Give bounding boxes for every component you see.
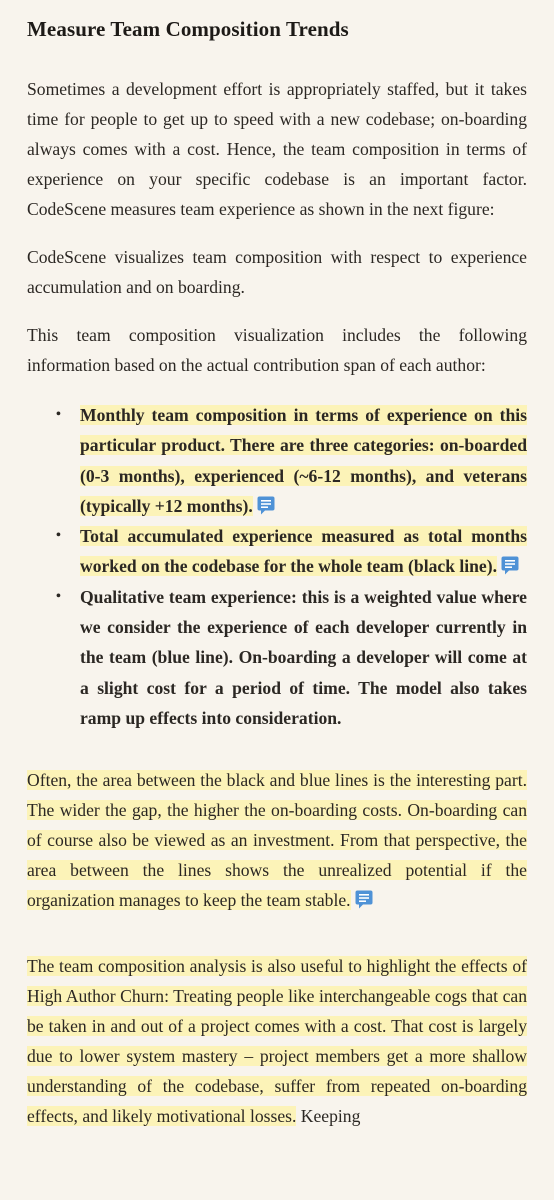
paragraph — [27, 951, 527, 1131]
list-item — [52, 582, 527, 733]
highlighted-text[interactable]: Total accumulated experience measured as total months worked on the codebase for the whole team (black line). — [80, 526, 527, 577]
list-item — [52, 400, 527, 521]
note-icon[interactable] — [501, 556, 519, 575]
paragraph: CodeScene visualizes team composition with respect to experience accumulation and on boarding. — [27, 247, 527, 297]
note-icon[interactable] — [355, 890, 373, 909]
highlighted-text[interactable]: The team composition analysis is also useful to highlight the effects of High Author Churn: Treating people like interchangeable cogs that can be taken in and out of a project comes with a cost. That cost is largely due to lower system mastery – project members get a more shallow understanding of the codebase, suffer from repeated on-boarding effects, and likely motivational losses. — [27, 956, 527, 1127]
highlighted-text[interactable]: Often, the area between the black and blue lines is the interesting part. The wider the gap, the higher the on-boarding costs. On-boarding can of course also be viewed as an investment. From that perspective, the area between the lines shows the unrealized potential if the organization manages to keep the team stable. — [27, 770, 527, 911]
highlighted-text[interactable]: Monthly team composition in terms of experience on this particular product. There are three categories: on-boarded (0-3 months), experienced (~6-12 months), and veterans (typically +12 months). — [80, 405, 527, 516]
paragraph-tail: Keeping — [296, 1106, 361, 1127]
bullet-list — [27, 400, 527, 733]
paragraph — [27, 765, 527, 915]
paragraph: Sometimes a development effort is appropriately staffed, but it takes time for people to get up to speed with a new codebase; on-boarding always comes with a cost. Hence, the team composition in terms of experience on your specific codebase is an important factor. CodeScene measures team experience as shown in the next figure: — [27, 79, 527, 219]
list-item — [52, 521, 527, 582]
section-heading: Measure Team Composition Trends — [27, 17, 349, 41]
bullet-dot: • — [56, 588, 61, 604]
list-text: Qualitative team experience: this is a weighted value where we consider the experience of each developer currently in the team (blue line). On-boarding a developer will come at a slight cost for a period of time. The model also takes ramp up effects into consideration. — [80, 586, 527, 728]
bullet-dot: • — [56, 407, 61, 422]
bullet-dot: • — [56, 528, 61, 544]
paragraph: This team composition visualization includes the following information based on the actual contribution span of each author: — [27, 325, 527, 375]
note-icon[interactable] — [257, 496, 275, 515]
